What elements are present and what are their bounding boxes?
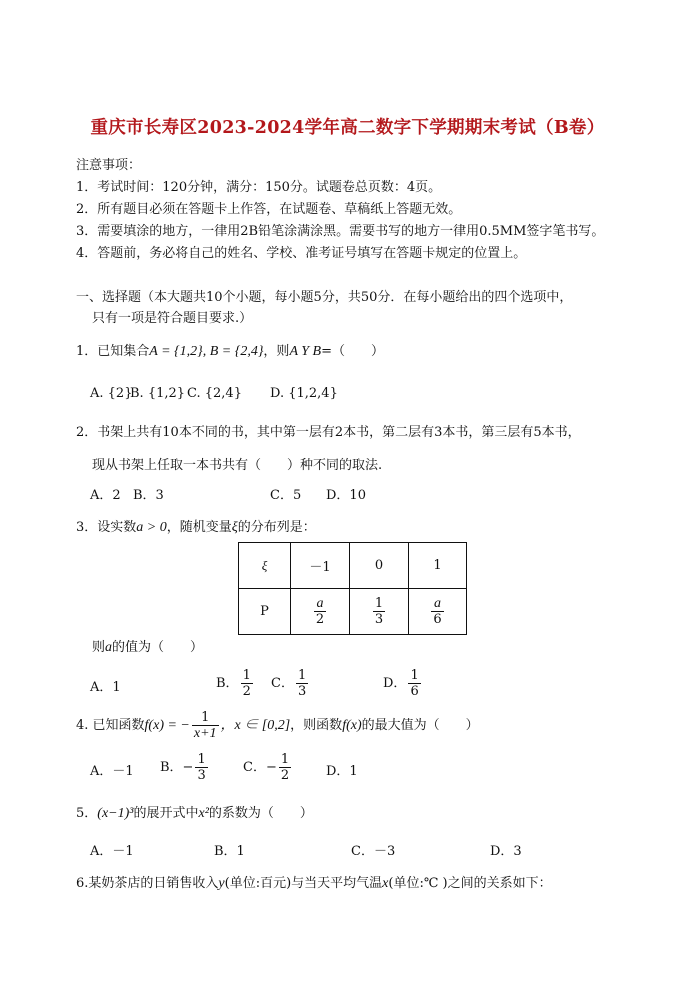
q1-option-c: C. {2,4} bbox=[187, 386, 242, 401]
table-prob-3 bbox=[409, 589, 467, 635]
q5-expr: (x−1)³ bbox=[97, 806, 134, 821]
section-heading: 一、选择题（本大题共10个小题，每小题5分，共50分．在每小题给出的四个选项中， bbox=[76, 290, 573, 305]
q4-mid: ，则函数 bbox=[290, 718, 343, 733]
q1-option-d: D. {1,2,4} bbox=[270, 386, 338, 401]
frac-den: x+1 bbox=[193, 726, 217, 741]
table-prob-2 bbox=[350, 589, 409, 635]
question-3 bbox=[76, 520, 316, 536]
q5-option-b: B．1 bbox=[214, 844, 245, 859]
option-label: B．− bbox=[160, 760, 194, 775]
table-header-p: P bbox=[239, 589, 291, 635]
q1-prefix: 1．已知集合 bbox=[76, 344, 150, 359]
section-heading-cont: 只有一项是符合题目要求.） bbox=[92, 311, 253, 326]
q4-function-ref: f(x) bbox=[342, 718, 362, 733]
q2-option-c: C．5 bbox=[270, 488, 302, 503]
question-3-ask bbox=[92, 640, 203, 656]
q5-mid: 的展开式中 bbox=[133, 806, 199, 821]
frac-num: 1 bbox=[410, 668, 419, 683]
q4-option-a: A．－1 bbox=[90, 764, 134, 779]
q1-expr: A Y B bbox=[289, 344, 322, 359]
frac-num: 1 bbox=[197, 752, 206, 767]
q6-x: x bbox=[382, 876, 389, 891]
table-value-neg1: －1 bbox=[291, 543, 350, 589]
option-label: C． bbox=[271, 676, 294, 691]
frac-num: 1 bbox=[297, 668, 307, 683]
q5-prefix: 5． bbox=[76, 806, 98, 821]
q4-option-b bbox=[160, 752, 210, 783]
q5-suffix: 的系数为（ ） bbox=[208, 806, 313, 821]
q1-suffix: =（ ） bbox=[321, 344, 384, 359]
notice-heading: 注意事项： bbox=[76, 158, 142, 173]
q6-suffix: (单位:℃ )之间的关系如下： bbox=[388, 876, 552, 891]
q5-option-d: D．3 bbox=[490, 844, 522, 859]
frac-num: 1 bbox=[374, 596, 384, 611]
q4-function: f(x) = − bbox=[144, 718, 190, 733]
option-label: B． bbox=[216, 676, 239, 691]
q3-xi: ξ bbox=[231, 520, 238, 535]
question-1 bbox=[76, 344, 384, 360]
table-value-1: 1 bbox=[409, 543, 467, 589]
frac-num: 1 bbox=[192, 710, 219, 726]
q3-option-d bbox=[383, 668, 423, 699]
q3-option-c bbox=[271, 668, 310, 699]
frac-den: 3 bbox=[197, 768, 206, 783]
question-6 bbox=[76, 876, 552, 892]
q3-option-a: A．1 bbox=[90, 680, 121, 695]
frac-den: 2 bbox=[242, 684, 251, 699]
option-label: C．− bbox=[243, 760, 277, 775]
q3-option-b bbox=[216, 668, 255, 699]
option-label: D． bbox=[383, 676, 407, 691]
frac-den: 6 bbox=[433, 612, 442, 627]
q5-option-a: A．－1 bbox=[90, 844, 134, 859]
notice-item-2: 2．所有题目必须在答题卡上作答，在试题卷、草稿纸上答题无效。 bbox=[76, 202, 462, 217]
question-4 bbox=[76, 710, 479, 741]
table-value-0: 0 bbox=[350, 543, 409, 589]
question-5 bbox=[76, 806, 313, 822]
q2-option-d: D．10 bbox=[326, 488, 366, 503]
frac-den: 2 bbox=[315, 612, 325, 627]
frac-den: 3 bbox=[374, 612, 384, 627]
q4-option-d: D．1 bbox=[326, 764, 358, 779]
frac-num: 1 bbox=[242, 668, 251, 683]
q5-term: x² bbox=[198, 806, 209, 821]
q2-option-b: B．3 bbox=[133, 488, 164, 503]
q5-option-c: C．－3 bbox=[351, 844, 396, 859]
q1-sets: A = {1,2}, B = {2,4} bbox=[149, 344, 264, 359]
q1-option-a: A. {2} bbox=[90, 386, 133, 401]
frac-den: 3 bbox=[297, 684, 307, 699]
q6-mid: (单位:百元)与当天平均气温 bbox=[224, 876, 383, 891]
q3-ask-prefix: 则 bbox=[92, 640, 106, 655]
notice-item-1: 1．考试时间：120分钟，满分：150分。试题卷总页数：4页。 bbox=[76, 180, 442, 195]
q3-cond: a > 0 bbox=[136, 520, 167, 535]
notice-item-4: 4．答题前，务必将自己的姓名、学校、准考证号填写在答题卡规定的位置上。 bbox=[76, 246, 527, 261]
q4-prefix: 4. 已知函数 bbox=[76, 718, 145, 733]
q4-option-c bbox=[243, 752, 293, 783]
table-prob-1 bbox=[291, 589, 350, 635]
distribution-table bbox=[238, 542, 467, 635]
notice-item-3: 3．需要填涂的地方，一律用2B铅笔涂满涂黑。需要书写的地方一律用0.5MM签字笔书写。 bbox=[76, 224, 605, 239]
question-2-line-1: 2．书架上共有10本不同的书，其中第一层有2本书，第二层有3本书，第三层有5本书， bbox=[76, 425, 581, 440]
frac-num: 1 bbox=[280, 752, 290, 767]
frac-den: 2 bbox=[280, 768, 290, 783]
q4-domain: ，x ∈ [0,2] bbox=[220, 718, 291, 733]
q6-prefix: 6.某奶茶店的日销售收入 bbox=[76, 876, 219, 891]
q4-suffix: 的最大值为（ ） bbox=[361, 718, 479, 733]
frac-den: 6 bbox=[410, 684, 419, 699]
frac-num: a bbox=[431, 596, 443, 612]
q3-prefix: 3．设实数 bbox=[76, 520, 137, 535]
question-2-line-2: 现从书架上任取一本书共有（ ）种不同的取法. bbox=[92, 458, 383, 473]
page-title: 重庆市长寿区2023-2024学年高二数字下学期期末考试（B卷） bbox=[90, 118, 605, 138]
q2-option-a: A．2 bbox=[90, 488, 121, 503]
q1-mid: ，则 bbox=[263, 344, 290, 359]
q3-ask-suffix: 的值为（ ） bbox=[112, 640, 204, 655]
q3-mid: ，随机变量 bbox=[166, 520, 232, 535]
table-header-xi: ξ bbox=[239, 543, 291, 589]
frac-num: a bbox=[314, 596, 326, 612]
q3-suffix: 的分布列是： bbox=[237, 520, 316, 535]
q3-ask-var: a bbox=[105, 640, 113, 655]
q1-option-b: B. {1,2} bbox=[130, 386, 186, 401]
q6-y: y bbox=[218, 876, 225, 891]
